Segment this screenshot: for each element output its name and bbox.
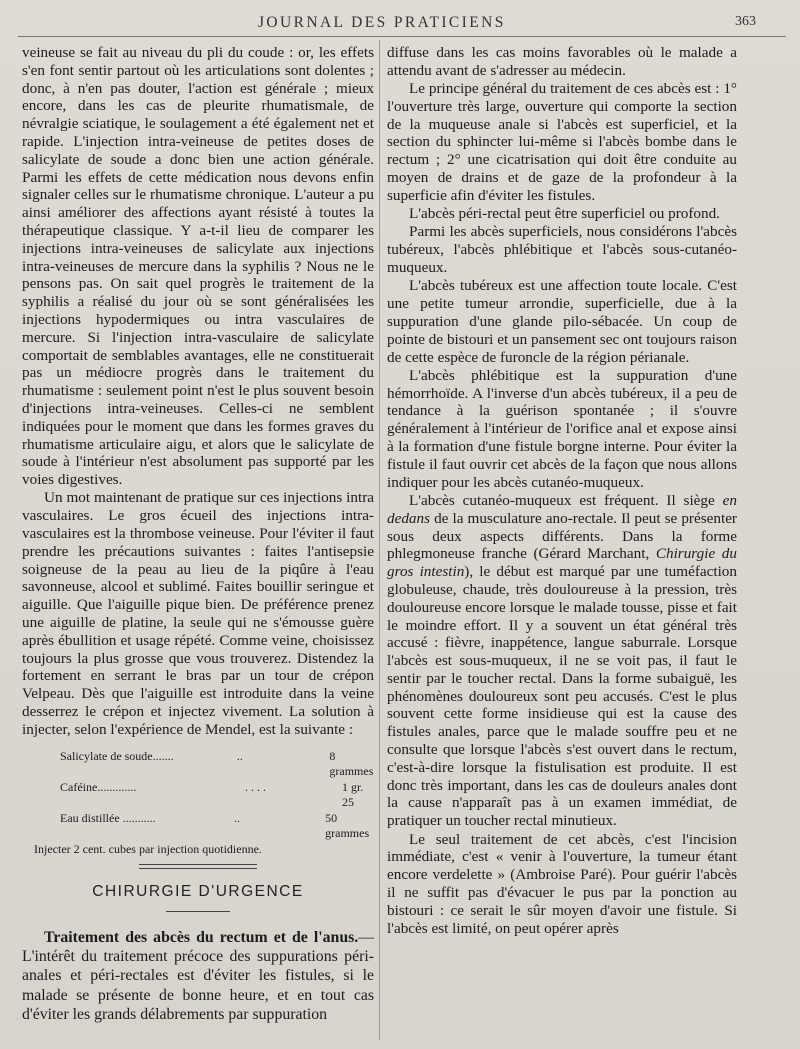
paragraph: Parmi les abcès superficiels, nous considérons l'abcès tubéreux, l'abcès phlébitique et l'abcès sous-cutanéo-muqueux. (387, 223, 737, 277)
paragraph: L'abcès phlébitique est la suppuration d'une hémorrhoïde. A l'inverse d'un abcès tubéreux, il a peu de tendance à la guérison spontanée ; il s'ouvre généralement à l'intérieur de l'orifice anal et expose ainsi à la formation d'une fistule borgne interne. Pour éviter la fistule il faut ouvrir cet abcès de la façon que nous allons indiquer pour les abcès cutanéo-muqueux. (387, 366, 737, 491)
ingredient-amount: 50 grammes (325, 810, 370, 841)
paragraph (387, 492, 737, 830)
paragraph: L'abcès péri-rectal peut être superficiel ou profond. (409, 205, 720, 223)
ingredient-amount: 8 grammes (329, 748, 374, 779)
running-header (0, 10, 800, 36)
ingredient-amount: 1 gr. 25 (341, 779, 364, 810)
left-column (22, 44, 374, 1025)
section-rule (166, 911, 230, 912)
ingredient-leader: . . . . (245, 779, 267, 794)
ingredient-name: Caféine............. (60, 779, 137, 794)
paragraph: L'abcès tubéreux est une affection toute locale. C'est une petite tumeur arrondie, superficielle, due à la suppuration d'une glande pilo-sébacée. Un coup de pointe de bistouri et un pansement sec ont toujours raison de cette espèce de furoncle de la région périanale. (387, 277, 737, 366)
article-title: Traitement des abcès du rectum et de l'anus. (44, 928, 359, 946)
italic-citation: Chirurgie du gros intestin (387, 545, 737, 581)
article-opening (22, 928, 374, 1025)
section-heading-block (22, 864, 374, 912)
ingredient-leader: .. (236, 748, 243, 763)
paragraph: diffuse dans les cas moins favorables où le malade a attendu avant de s'adresser au médecin. (387, 44, 737, 79)
formula-row (22, 749, 374, 780)
header-rule (18, 36, 786, 37)
ingredient-leader: .. (233, 810, 240, 825)
paragraph: Le principe général du traitement de ces abcès est : 1° l'ouverture très large, ouverture qui comporte la section de la muqueuse anale si l'abcès est superficiel, et la section du sphincter lui-même si l'abcès bombe dans le rectum ; 2° une cicatrisation qui doit être conduite au moyen de drains et de gaze de la profondeur à la superficie afin d'éviter les fistules. (387, 80, 737, 204)
right-column (387, 44, 737, 937)
text-run: L'abcès cutanéo-muqueux est fréquent. Il siège (409, 491, 723, 509)
journal-title: JOURNAL DES PRATICIENS (258, 14, 506, 31)
text-run: de la musculature ano-rectale. Il peut se présenter sous deux aspects différents. Dans la forme phlegmoneuse franche (Gérard Marchant, (387, 509, 737, 563)
injection-note: Injecter 2 cent. cubes par injection quotidienne. (34, 841, 262, 856)
article-dash: — (358, 928, 374, 946)
section-title: CHIRURGIE D'URGENCE (92, 882, 304, 900)
italic-text: en dedans (387, 491, 737, 527)
ingredient-name: Salicylate de soude....... (60, 748, 174, 763)
paragraph: Un mot maintenant de pratique sur ces injections intra vasculaires. Le gros écueil des injections intra-vasculaires est la thrombose veineuse. Pour l'éviter il faut prendre les précautions suivantes : faites l'antisepsie soigneuse de la peau au lieu de la piqûre à l'eau savonneuse, alcool et sublimé. Faites bouillir seringue et aiguille. Que l'aiguille pique bien. De préférence prenez une aiguille de platine, la seule qui ne s'émousse guère après ébullition et usage répété. Comme veine, choisissez toujours la plus grosse que vous trouverez. Distendez la fortement en serrant le bras par un tour de crépon Velpeau. Dès que l'aiguille est introduite dans la veine desserrez le crépon et injectez vivement. La solution à injecter, selon l'expérience de Mendel, est la suivante : (22, 489, 374, 738)
formula-row (22, 811, 374, 842)
formula-row (22, 780, 374, 811)
section-rule-double (139, 864, 257, 869)
paragraph: veineuse se fait au niveau du pli du coude : or, les effets s'en font sentir partout où les articulations sont dolentes ; donc, à n'en pas douter, l'action est générale ; mieux encore, dans les cas de pleurite rhumatismale, de névralgie sciatique, le soulagement a été également net et rapide. L'injection intra-veineuse de petites doses de salicylate de soude a donc bien une action générale. Parmi les effets de cette médication nous devons enfin signaler celles sur le rhumatisme chronique. L'auteur a pu ainsi améliorer des affections ayant résisté à toutes la thérapeutique classique. Y a-t-il lieu de comparer les injections intra-veineuses de salicylate aux injections intra-veineuses de mercure dans la syphilis ? Nous ne le pensons pas. On sait quel progrès le traitement de la syphilis a réalisé du jour où se sont généralisées les injections hypodermiques ou intra vasculaires de mercure. Si l'injection intra-vasculaire de salicylate comportait de semblables avantages, elle ne constituerait pas un médiocre progrès dans le traitement du rhumatisme : seulement point n'est le plus souvent besoin d'injections intra-veineuses. Celles-ci ne semblent indiquées pour le moment que dans les formes graves du rhumatisme articulaire aigu, et alors que le salicylate de soude à l'intérieur n'est absolument pas supporté par les voies digestives. (22, 44, 374, 489)
article-body: L'intérêt du traitement précoce des suppurations péri-anales et péri-rectales est d'éviter les fistules, si le malade se présente de bonne heure, et en tout cas d'éviter les grands délabrements par suppuration (22, 947, 374, 1024)
text-run: ), le début est marqué par une tuméfaction globuleuse, chaude, très douloureuse à la pression, très douloureuse encore lorsque le malade tousse, pisse et fait le moindre effort. Il y a souvent un état général très accusé : fièvre, inappétence, langue saburrale. Lorsque l'abcès est sous-muqueux, il ne se voit pas, il faut le sentir par le toucher rectal. Dans la forme subaiguë, les phénomènes douloureux sont peu accusés. C'est le plus souvent cette forme insidieuse qui est la cause des fistules anales, parce que le malade souffre peu et ne consulte que lorsque l'abcès s'est ouvert dans le rectum, c'est-à-dire lorsque la fistulisation est produite. Il est donc très important, dans les cas de douleurs anales dont la cause n'apparaît pas à un examen immédiat, de pratiquer un toucher rectal minutieux. (387, 563, 737, 830)
paragraph: Le seul traitement de cet abcès, c'est l'incision immédiate, c'est « venir à l'ouverture, la tumeur étant encore verdelette » (Ambroise Paré). Pour guérir l'abcès il ne suffit pas d'évacuer le pus par la ponction au bistouri : ce serait le sûr moyen d'avoir une fistule. Si l'abcès est limité, on peut opérer après (387, 830, 737, 937)
ingredient-name: Eau distillée ........... (60, 810, 156, 825)
column-divider (379, 40, 380, 1040)
prescription-formula (22, 749, 374, 856)
page-number: 363 (735, 14, 756, 29)
